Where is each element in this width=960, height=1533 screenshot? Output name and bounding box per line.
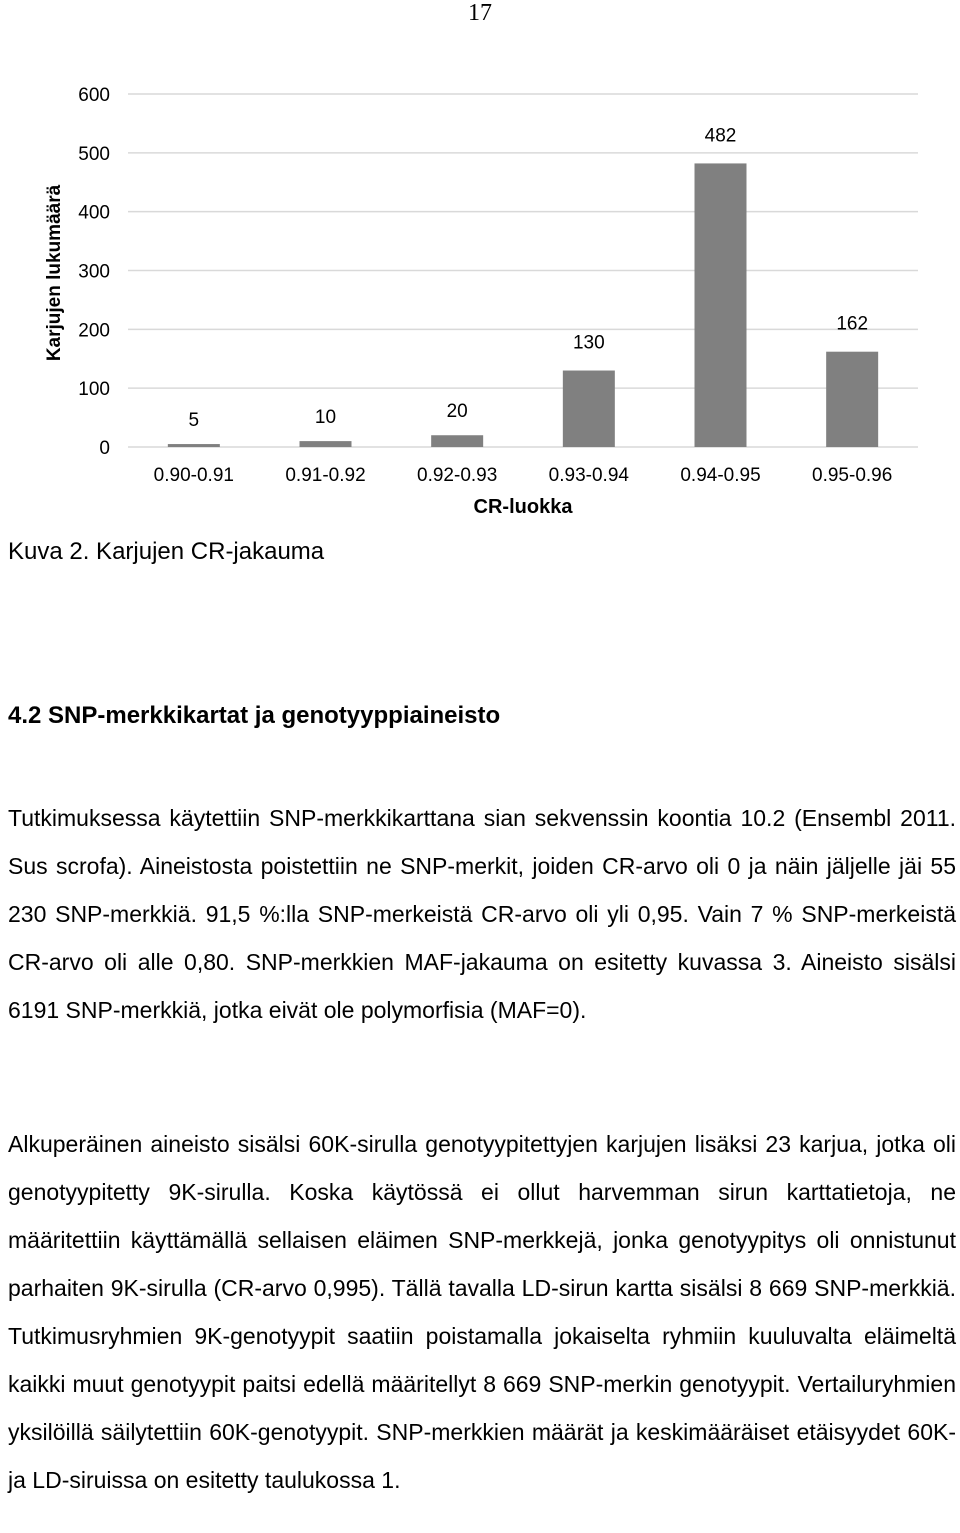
bar [563,371,615,447]
data-label: 162 [836,313,869,335]
bar [168,444,220,447]
data-label: 5 [188,410,200,432]
bar [431,435,483,447]
bar [300,441,352,447]
x-tick-label: 0.93-0.94 [548,465,629,486]
section-heading: 4.2 SNP-merkkikartat ja genotyyppiaineisto [8,702,501,729]
chart-gridlines [128,94,918,447]
page-number: 17 [468,0,492,26]
x-tick-label: 0.91-0.92 [285,465,366,486]
x-axis-label: CR-luokka [473,496,573,518]
y-tick-label: 200 [78,320,110,342]
x-axis-ticks [154,465,893,486]
paragraph: Alkuperäinen aineisto sisälsi 60K-sirulla genotyypitettyjen karjujen lisäksi 23 karjua, jotka oli genotyypitetty 9K-sirulla. Koska käytössä ei ollut harvemman sirun karttatietoja, ne määritettiin käyttämällä sellaisen eläimen SNP-merkkejä, jonka genotyypitys oli onnistunut parhaiten 9K-sirulla (CR-arvo 0,995). Tällä tavalla LD-sirun kartta sisälsi 8 669 SNP-merkkiä. Tutkimusryhmien 9K-genotyypit saatiin poistamalla jokaiselta ryhmiin kuuluvalta eläimeltä kaikki muut genotyypit paitsi edellä määritellyt 8 669 SNP-merkin genotyypit. Vertailuryhmien yksilöillä säilytettiin 60K-genotyypit. SNP-merkkien määrät ja keskimääräiset etäisyydet 60K- ja LD-siruissa on esitetty taulukossa 1. [8,1131,956,1493]
figure-caption: Kuva 2. Karjujen CR-jakauma [8,538,325,565]
x-tick-label: 0.90-0.91 [153,465,234,486]
data-label: 130 [572,332,605,354]
x-tick-label: 0.95-0.96 [812,465,893,486]
chart-bars [168,163,878,447]
data-label: 482 [704,125,737,147]
y-tick-label: 600 [78,85,110,106]
y-axis-ticks [78,85,110,459]
y-axis-label: Karjujen lukumäärä [44,184,65,362]
y-tick-label: 0 [99,438,110,459]
cr-distribution-chart [0,60,960,530]
bar [695,163,747,447]
x-tick-label: 0.94-0.95 [680,465,761,486]
y-tick-label: 300 [78,261,110,283]
y-tick-label: 400 [78,202,110,224]
y-tick-label: 100 [78,379,110,401]
data-label: 10 [314,407,337,429]
data-label: 20 [446,401,468,423]
paragraph: Tutkimuksessa käytettiin SNP-merkkikarttana sian sekvenssin koontia 10.2 (Ensembl 2011. Sus scrofa). Aineistosta poistettiin ne SNP-merkit, joiden CR-arvo oli 0 ja näin jäljelle jäi 55 230 SNP-merkkiä. 91,5 %:lla SNP-merkeistä CR-arvo oli yli 0,95. Vain 7 % SNP-merkeistä CR-arvo oli alle 0,80. SNP-merkkien MAF-jakauma on esitetty kuvassa 3. Aineisto sisälsi 6191 SNP-merkkiä, jotka eivät ole polymorfisia (MAF=0). [8,805,956,1023]
data-labels [189,125,868,431]
y-tick-label: 500 [78,143,110,165]
bar [826,352,878,447]
x-tick-label: 0.92-0.93 [417,465,498,486]
